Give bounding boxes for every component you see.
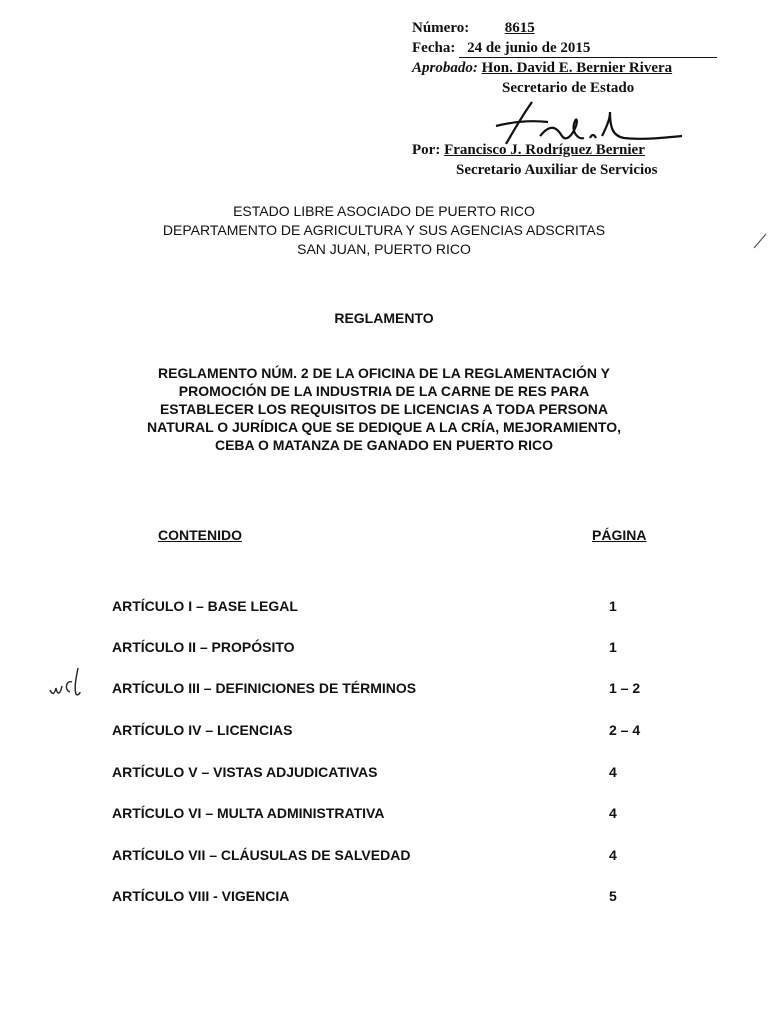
subtitle-line-5: CEBA O MATANZA DE GANADO EN PUERTO RICO xyxy=(214,437,554,453)
subtitle-line-4: NATURAL O JURÍDICA QUE SE DEDIQUE A LA CRÍA, MEJORAMIENTO, xyxy=(147,419,621,435)
toc-article-label: ARTÍCULO V – VISTAS ADJUDICATIVAS xyxy=(112,764,378,780)
toc-page-number: 1 – 2 xyxy=(609,680,641,696)
toc-article-label: ARTÍCULO III – DEFINICIONES DE TÉRMINOS xyxy=(112,680,417,696)
fecha-label: Fecha: xyxy=(412,40,456,56)
toc-row xyxy=(112,598,672,618)
toc-page-number: 4 xyxy=(609,805,617,821)
toc-page-number: 1 xyxy=(609,598,617,614)
subtitle-line-3: ESTABLECER LOS REQUISITOS DE LICENCIAS A TODA PERSONA xyxy=(159,401,609,417)
toc-page-number: 4 xyxy=(609,847,617,863)
fecha-value: 24 de junio de 2015 xyxy=(459,40,717,58)
por-label: Por: xyxy=(412,142,441,158)
toc-page-number: 1 xyxy=(609,639,617,655)
agency-header xyxy=(0,202,768,259)
aprobado-value: Hon. David E. Bernier Rivera xyxy=(481,60,673,76)
fecha-row xyxy=(412,40,717,58)
toc-article-label: ARTÍCULO II – PROPÓSITO xyxy=(112,639,295,655)
por-value: Francisco J. Rodríguez Bernier xyxy=(444,142,645,158)
toc-row xyxy=(112,805,672,825)
toc-row xyxy=(112,764,672,784)
toc-row xyxy=(112,847,672,867)
toc-page-number: 4 xyxy=(609,764,617,780)
column-header-content: CONTENIDO xyxy=(158,527,242,543)
toc-row xyxy=(112,680,672,700)
document-title: REGLAMENTO xyxy=(334,310,434,326)
toc-article-label: ARTÍCULO VI – MULTA ADMINISTRATIVA xyxy=(112,805,385,821)
toc-article-label: ARTÍCULO IV – LICENCIAS xyxy=(112,722,293,738)
header-line-2: DEPARTAMENTO DE AGRICULTURA Y SUS AGENCIAS ADSCRITAS xyxy=(162,222,606,238)
toc-row xyxy=(112,722,672,742)
aprobado-row xyxy=(412,60,672,77)
toc-article-label: ARTÍCULO I – BASE LEGAL xyxy=(112,598,298,614)
handwritten-initials-icon xyxy=(46,664,86,704)
por-title: Secretario Auxiliar de Servicios xyxy=(456,162,658,178)
aprobado-label: Aprobado: xyxy=(412,60,478,76)
column-header-page: PÁGINA xyxy=(592,527,647,543)
subtitle-line-2: PROMOCIÓN DE LA INDUSTRIA DE LA CARNE DE RES PARA xyxy=(178,383,590,399)
numero-row xyxy=(412,20,535,37)
toc-page-number: 2 – 4 xyxy=(609,722,641,738)
subtitle-line-1: REGLAMENTO NÚM. 2 DE LA OFICINA DE LA REGLAMENTACIÓN Y xyxy=(158,365,610,381)
document-subtitle xyxy=(100,364,668,454)
toc-article-label: ARTÍCULO VII – CLÁUSULAS DE SALVEDAD xyxy=(112,847,411,863)
numero-value: 8615 xyxy=(504,20,535,36)
toc-row xyxy=(112,639,672,659)
aprobado-title: Secretario de Estado xyxy=(502,80,635,96)
toc-row xyxy=(112,888,672,908)
handwritten-signature-icon xyxy=(452,96,692,148)
numero-label: Número: xyxy=(412,20,470,36)
header-line-3: SAN JUAN, PUERTO RICO xyxy=(297,241,471,257)
toc-article-label: ARTÍCULO VIII - VIGENCIA xyxy=(112,888,290,904)
por-row xyxy=(412,142,645,159)
header-line-1: ESTADO LIBRE ASOCIADO DE PUERTO RICO xyxy=(233,203,535,219)
toc-page-number: 5 xyxy=(609,888,617,904)
